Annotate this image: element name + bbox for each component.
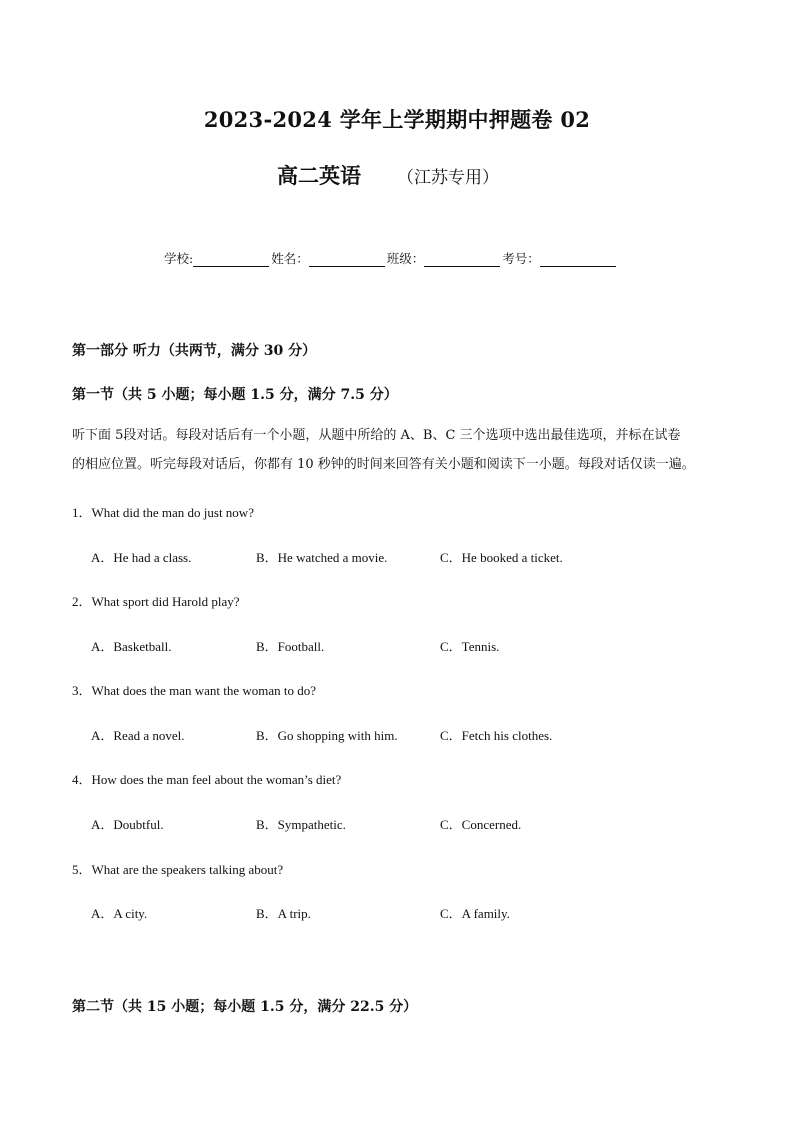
class-label: 班级： (386, 251, 425, 266)
q2-option-a: A．Basketball. (91, 639, 172, 654)
subject-title: 高二英语 (277, 163, 361, 188)
school-blank[interactable] (193, 252, 269, 267)
instructions-line-2: 的相应位置。听完每段对话后，你都有 10 秒钟的时间来回答有关小题和阅读下一小题。每段对话仅读一遍。 (72, 457, 695, 472)
question-5: 5．What are the speakers talking about? (72, 862, 284, 877)
exam-title: 2023-2024 学年上学期期中押题卷 02 (203, 107, 591, 132)
q4-option-c: C．Concerned. (440, 817, 522, 832)
school-label: 学校: (164, 251, 194, 266)
q5-option-a: A．A city. (91, 906, 148, 921)
exam-number-blank[interactable] (540, 252, 616, 267)
q3-option-c: C．Fetch his clothes. (440, 728, 553, 743)
question-4: 4．How does the man feel about the woman’s diet? (72, 772, 342, 787)
q4-option-b: B．Sympathetic. (256, 817, 346, 832)
q1-option-b: B．He watched a movie. (256, 550, 388, 565)
q1-option-a: A．He had a class. (91, 550, 192, 565)
q3-option-a: A．Read a novel. (91, 728, 185, 743)
q2-option-b: B．Football. (256, 639, 325, 654)
q4-option-a: A．Doubtful. (91, 817, 164, 832)
student-info-line (164, 249, 618, 267)
question-1: 1．What did the man do just now? (72, 505, 254, 520)
name-label: 姓名： (271, 251, 309, 266)
instructions (72, 421, 732, 479)
section1-heading: 第一节（共 5 小题；每小题 1.5 分，满分 7.5 分） (72, 387, 398, 403)
question-3: 3．What does the man want the woman to do? (72, 683, 317, 698)
edition-note: （江苏专用） (397, 168, 499, 188)
q1-option-c: C．He booked a ticket. (440, 550, 563, 565)
name-blank[interactable] (309, 252, 385, 267)
class-blank[interactable] (424, 252, 500, 267)
question-2: 2．What sport did Harold play? (72, 594, 240, 609)
instructions-line-1: 听下面 5段对话。每段对话后有一个小题，从题中所给的 A、B、C 三个选项中选出最佳选项，并标在试卷 (72, 428, 681, 443)
section2-heading: 第二节（共 15 小题；每小题 1.5 分，满分 22.5 分） (72, 999, 418, 1015)
q2-option-c: C．Tennis. (440, 639, 500, 654)
subtitle-row (277, 160, 499, 190)
q5-option-c: C．A family. (440, 906, 510, 921)
q3-option-b: B．Go shopping with him. (256, 728, 398, 743)
part1-heading: 第一部分 听力（共两节，满分 30 分） (72, 343, 317, 359)
exam-number-label: 考号： (502, 251, 540, 266)
q5-option-b: B．A trip. (256, 906, 311, 921)
